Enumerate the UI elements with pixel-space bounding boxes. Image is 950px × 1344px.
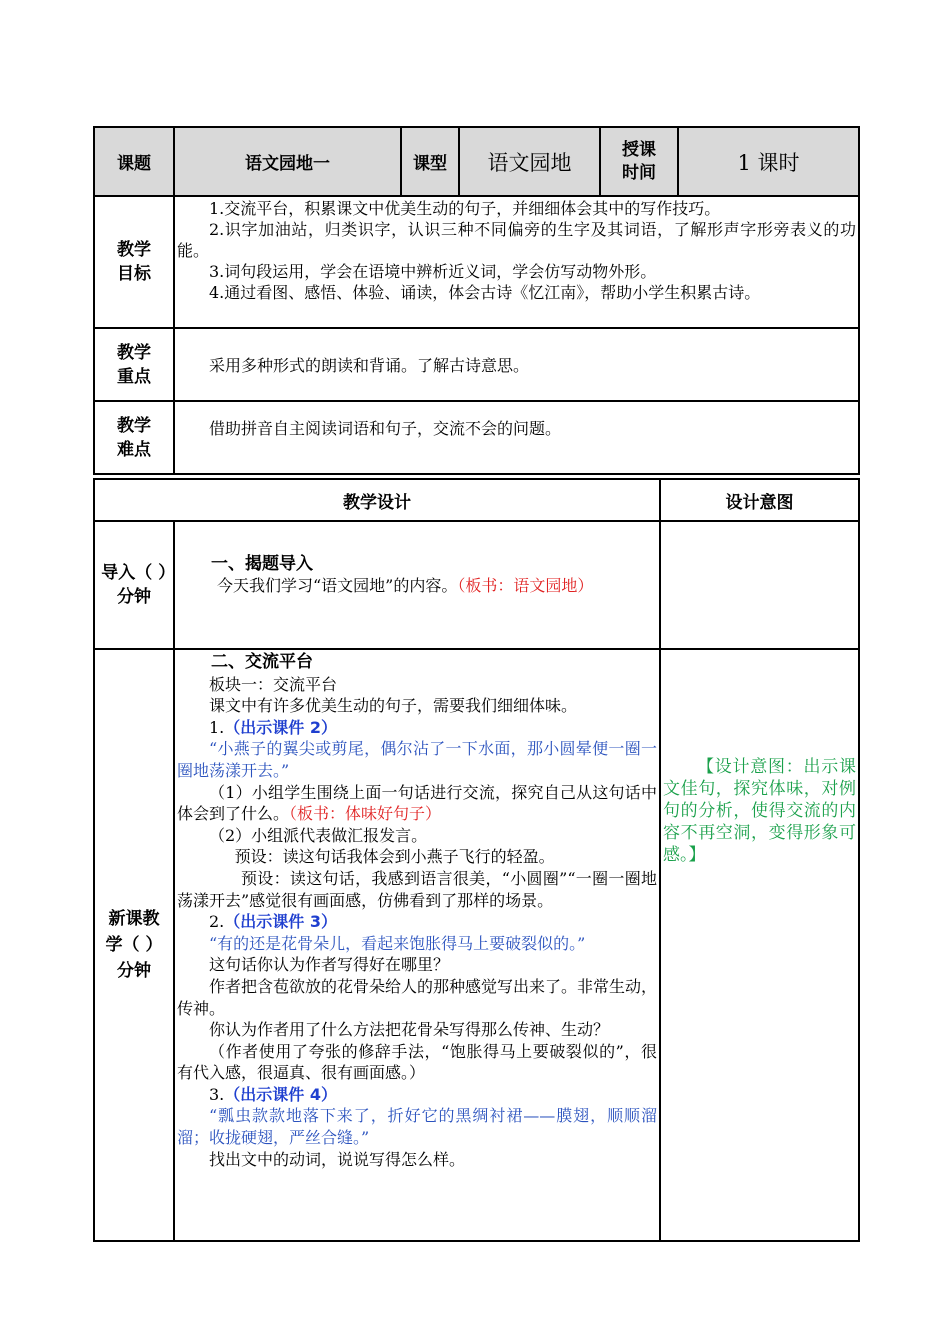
item-number: 2. — [209, 912, 225, 932]
design-intent — [660, 649, 859, 1241]
step-2: （2）小组派代表做汇报发言。 — [209, 825, 428, 845]
item-3 — [177, 1084, 657, 1106]
intro-intent — [660, 521, 859, 649]
focus-label: 教学重点 — [94, 328, 174, 401]
design-table — [93, 478, 860, 1242]
difficulty-label: 教学难点 — [94, 401, 174, 474]
item-number: 3. — [209, 1084, 225, 1104]
goal-item: 3.词句段运用，学会在语境中辨析近义词，学会仿写动物外形。 — [209, 262, 657, 281]
task-1: 找出文中的动词，说说写得怎么样。 — [209, 1149, 466, 1169]
goal-item: 4.通过看图、感悟、体验、诵读，体会古诗《忆江南》，帮助小学生积累古诗。 — [209, 283, 761, 302]
newlesson-heading: 二、交流平台 — [211, 652, 313, 672]
preset-1: 预设：读这句话我体会到小燕子飞行的轻盈。 — [234, 847, 555, 867]
intro-text — [177, 575, 657, 596]
item-2 — [177, 911, 657, 933]
time-value: 1 课时 — [678, 127, 859, 196]
intro-content — [174, 521, 660, 649]
module-title: 板块一：交流平台 — [209, 674, 338, 694]
type-label: 课型 — [401, 127, 459, 196]
intro-heading: 一、揭题导入 — [211, 554, 313, 574]
board-note: （板书：语文园地） — [457, 576, 594, 595]
quote-3: “瓢虫款款地落下来了，折好它的黑绸衬裙——膜翅，顺顺溜溜；收拢硬翅，严丝合缝。” — [177, 1106, 657, 1148]
quote-1: “小燕子的翼尖或剪尾，偶尔沾了一下水面，那小圆晕便一圈一圈地荡漾开去。” — [177, 739, 657, 780]
newlesson-intro: 课文中有许多优美生动的句子，需要我们细细体味。 — [209, 696, 578, 716]
goals-label: 教学目标 — [94, 196, 174, 328]
design-heading: 教学设计 — [94, 479, 660, 521]
courseware-2: （出示课件 2） — [224, 717, 337, 737]
goal-item: 1.交流平台，积累课文中优美生动的句子，并细细体会其中的写作技巧。 — [209, 199, 721, 218]
goal-item: 2.识字加油站，归类识字，认识三种不同偏旁的生字及其词语，了解形声字形旁表义的功能。 — [177, 220, 856, 260]
header-table — [93, 126, 860, 475]
difficulty-text: 借助拼音自主阅读词语和句子，交流不会的问题。 — [209, 419, 562, 438]
intro-sentence: 今天我们学习“语文园地”的内容。 — [217, 576, 458, 595]
newlesson-label: 新课教学（ ）分钟 — [94, 649, 174, 1241]
goals-content — [174, 196, 859, 328]
intent-heading: 设计意图 — [660, 479, 859, 521]
intro-label: 导入（ ）分钟 — [94, 521, 174, 649]
step-1-text: （1）小组学生围绕上面一句话进行交流，探究自己从这句话中体会到了什么。 — [177, 782, 657, 824]
difficulty-content — [174, 401, 859, 474]
item-1 — [177, 717, 657, 739]
board-note: （板书：体味好句子） — [289, 804, 442, 824]
newlesson-content — [174, 649, 660, 1241]
focus-text: 采用多种形式的朗读和背诵。了解古诗意思。 — [209, 356, 530, 375]
quote-2: “有的还是花骨朵儿，看起来饱胀得马上要破裂似的。” — [209, 933, 586, 953]
answer-2: （作者使用了夸张的修辞手法，“饱胀得马上要破裂似的”，很有代入感，很逼真、很有画面感。） — [177, 1041, 657, 1083]
courseware-4: （出示课件 4） — [224, 1084, 337, 1104]
subject-label: 课题 — [94, 127, 174, 196]
time-label: 授课时间 — [600, 127, 678, 196]
step-1 — [177, 782, 657, 825]
question-2: 你认为作者用了什么方法把花骨朵写得那么传神、生动？ — [209, 1020, 610, 1040]
item-number: 1. — [209, 717, 225, 737]
answer-1: 作者把含苞欲放的花骨朵给人的那种感觉写出来了。非常生动，传神。 — [177, 976, 658, 1018]
subject-value: 语文园地一 — [174, 127, 401, 196]
focus-content — [174, 328, 859, 401]
courseware-3: （出示课件 3） — [224, 912, 337, 932]
question-1: 这句话你认为作者写得好在哪里？ — [209, 955, 450, 975]
type-value: 语文园地 — [459, 127, 600, 196]
preset-2: 预设：读这句话，我感到语言很美，“小圆圈”“一圈一圈地荡漾开去”感觉很有画面感，仿佛看到了那样的场景。 — [177, 868, 657, 910]
design-intent-text: 【设计意图：出示课文佳句，探究体味，对例句的分析，使得交流的内容不再空洞，变得形象可感。】 — [663, 757, 856, 865]
